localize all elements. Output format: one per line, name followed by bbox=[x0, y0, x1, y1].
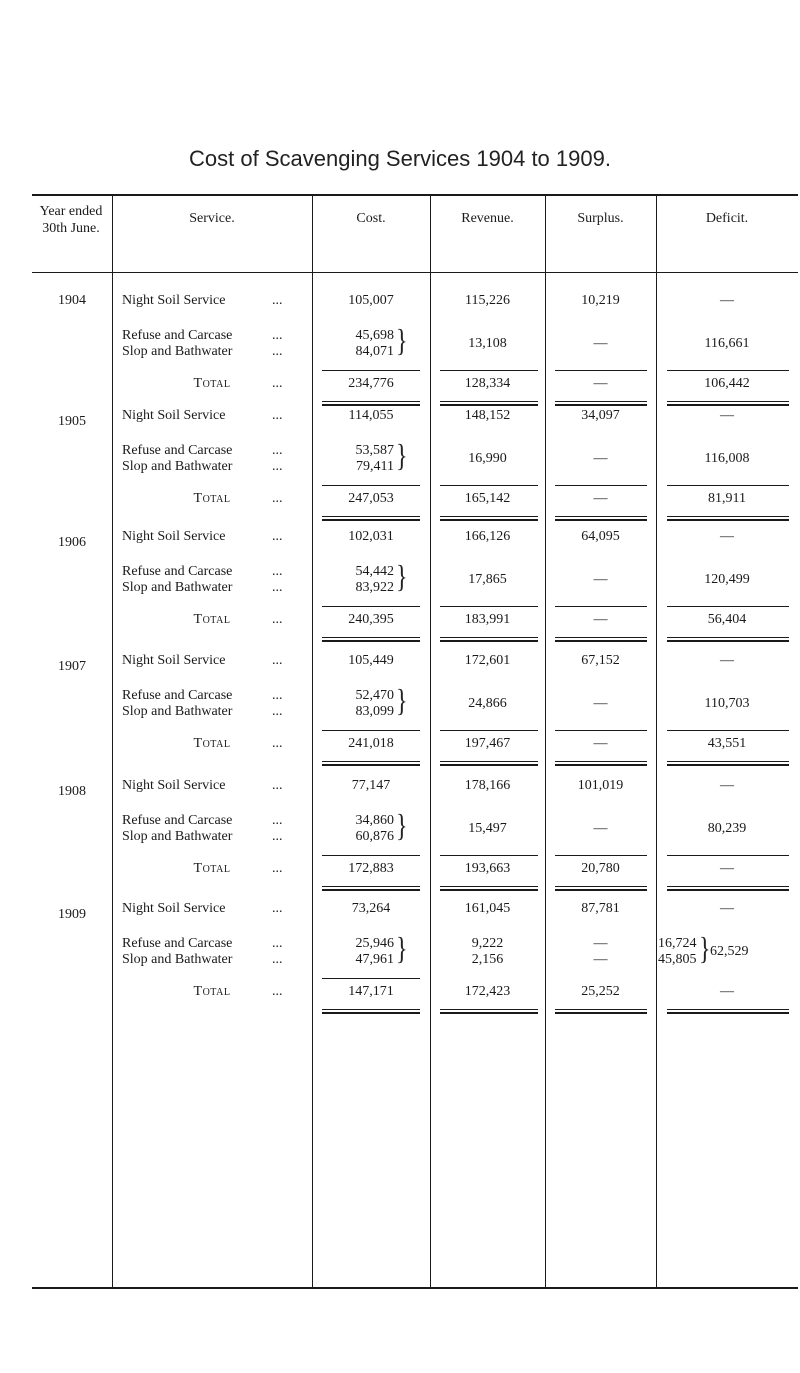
subtotal-rule bbox=[667, 485, 789, 486]
total-revenue: 172,423 bbox=[464, 984, 511, 999]
night-surplus: 10,219 bbox=[581, 293, 620, 308]
total-cost: 147,171 bbox=[348, 984, 394, 999]
refuse-slop-deficit: 120,499 bbox=[704, 572, 750, 587]
slop-cost: 47,961 bbox=[355, 952, 394, 967]
night-deficit: — bbox=[720, 653, 734, 668]
subtotal-rule bbox=[440, 370, 538, 371]
refuse-slop-surplus: — bbox=[593, 696, 608, 711]
night-revenue: 161,045 bbox=[464, 901, 511, 916]
row-label-slop: Slop and Bathwater bbox=[122, 580, 233, 595]
total-double-rule bbox=[555, 1009, 647, 1010]
total-double-rule bbox=[555, 516, 647, 517]
night-revenue: 166,126 bbox=[464, 529, 511, 544]
row-label-total: Total bbox=[193, 736, 231, 751]
year-label: 1904 bbox=[58, 293, 86, 308]
total-double-rule bbox=[322, 761, 420, 762]
refuse-revenue: 9,222 bbox=[471, 936, 504, 951]
row-label-total: Total bbox=[193, 984, 231, 999]
refuse-slop-surplus: — bbox=[593, 451, 608, 466]
refuse-slop-deficit-total: 62,529 bbox=[710, 944, 749, 959]
total-cost: 247,053 bbox=[348, 491, 394, 506]
night-surplus: 34,097 bbox=[581, 408, 620, 423]
header-revenue: Revenue. bbox=[461, 211, 514, 226]
slop-surplus: — bbox=[593, 952, 608, 967]
total-surplus: — bbox=[593, 491, 608, 506]
year-label: 1908 bbox=[58, 784, 86, 799]
year-label: 1907 bbox=[58, 659, 86, 674]
header-cost: Cost. bbox=[356, 211, 386, 226]
cost-rule bbox=[322, 978, 420, 979]
slop-cost: 60,876 bbox=[355, 829, 394, 844]
refuse-cost: 53,587 bbox=[355, 443, 394, 458]
slop-revenue: 2,156 bbox=[471, 952, 504, 967]
total-double-rule bbox=[440, 1012, 538, 1014]
total-double-rule bbox=[322, 764, 420, 766]
row-label-total: Total bbox=[193, 612, 231, 627]
total-double-rule bbox=[322, 1012, 420, 1014]
leader-dots: ... bbox=[272, 580, 283, 595]
night-deficit: — bbox=[720, 901, 734, 916]
total-revenue: 197,467 bbox=[464, 736, 511, 751]
night-cost: 105,449 bbox=[348, 653, 394, 668]
year-label: 1909 bbox=[58, 907, 86, 922]
total-revenue: 193,663 bbox=[464, 861, 511, 876]
row-label-night-soil: Night Soil Service bbox=[122, 653, 226, 668]
year-label: 1906 bbox=[58, 535, 86, 550]
total-double-rule bbox=[322, 519, 420, 521]
night-deficit: — bbox=[720, 293, 734, 308]
leader-dots: ... bbox=[272, 704, 283, 719]
night-cost: 114,055 bbox=[348, 408, 394, 423]
night-cost: 73,264 bbox=[351, 901, 391, 916]
total-double-rule bbox=[667, 401, 789, 402]
leader-dots: ... bbox=[272, 376, 283, 391]
subtotal-rule bbox=[667, 730, 789, 731]
subtotal-rule bbox=[440, 855, 538, 856]
refuse-slop-surplus: — bbox=[593, 336, 608, 351]
night-revenue: 178,166 bbox=[464, 778, 511, 793]
leader-dots: ... bbox=[272, 984, 283, 999]
refuse-slop-revenue: 16,990 bbox=[468, 451, 507, 466]
total-cost: 240,395 bbox=[348, 612, 394, 627]
total-surplus: 20,780 bbox=[581, 861, 620, 876]
total-double-rule bbox=[322, 889, 420, 891]
leader-dots: ... bbox=[272, 564, 283, 579]
total-double-rule bbox=[667, 764, 789, 766]
total-surplus: — bbox=[593, 376, 608, 391]
leader-dots: ... bbox=[272, 688, 283, 703]
total-cost: 241,018 bbox=[348, 736, 394, 751]
row-label-refuse: Refuse and Carcase bbox=[122, 688, 233, 703]
total-double-rule bbox=[440, 637, 538, 638]
night-revenue: 172,601 bbox=[464, 653, 511, 668]
row-label-total: Total bbox=[193, 861, 231, 876]
refuse-slop-deficit: 116,008 bbox=[704, 451, 750, 466]
refuse-cost: 54,442 bbox=[355, 564, 394, 579]
leader-dots: ... bbox=[272, 736, 283, 751]
leader-dots: ... bbox=[272, 936, 283, 951]
row-label-refuse: Refuse and Carcase bbox=[122, 813, 233, 828]
brace-icon: } bbox=[396, 810, 408, 844]
leader-dots: ... bbox=[272, 778, 283, 793]
total-deficit: 81,911 bbox=[708, 491, 746, 506]
row-label-slop: Slop and Bathwater bbox=[122, 459, 233, 474]
total-deficit: 106,442 bbox=[704, 376, 750, 391]
row-label-night-soil: Night Soil Service bbox=[122, 408, 226, 423]
subtotal-rule bbox=[440, 485, 538, 486]
leader-dots: ... bbox=[272, 408, 283, 423]
cost-rule bbox=[322, 730, 420, 731]
row-label-slop: Slop and Bathwater bbox=[122, 829, 233, 844]
total-double-rule bbox=[667, 1009, 789, 1010]
total-double-rule bbox=[440, 640, 538, 642]
total-revenue: 165,142 bbox=[464, 491, 511, 506]
leader-dots: ... bbox=[272, 829, 283, 844]
total-double-rule bbox=[667, 889, 789, 891]
cost-rule bbox=[322, 606, 420, 607]
row-label-refuse: Refuse and Carcase bbox=[122, 328, 233, 343]
header-year: Year ended 30th June. bbox=[39, 204, 103, 236]
night-deficit: — bbox=[720, 778, 734, 793]
header-deficit: Deficit. bbox=[705, 211, 749, 226]
cost-rule bbox=[322, 855, 420, 856]
slop-cost: 83,099 bbox=[355, 704, 394, 719]
night-revenue: 115,226 bbox=[465, 293, 510, 308]
header-service: Service. bbox=[189, 211, 235, 226]
total-double-rule bbox=[667, 519, 789, 521]
total-double-rule bbox=[322, 637, 420, 638]
bottom-rule bbox=[32, 1287, 798, 1289]
night-deficit: — bbox=[720, 529, 734, 544]
night-surplus: 87,781 bbox=[581, 901, 620, 916]
row-label-refuse: Refuse and Carcase bbox=[122, 564, 233, 579]
leader-dots: ... bbox=[272, 861, 283, 876]
leader-dots: ... bbox=[272, 612, 283, 627]
cost-rule bbox=[322, 485, 420, 486]
total-double-rule bbox=[440, 889, 538, 891]
subtotal-rule bbox=[667, 370, 789, 371]
total-double-rule bbox=[667, 1012, 789, 1014]
row-label-slop: Slop and Bathwater bbox=[122, 952, 233, 967]
refuse-slop-revenue: 24,866 bbox=[468, 696, 507, 711]
total-double-rule bbox=[440, 404, 538, 406]
refuse-slop-surplus: — bbox=[593, 821, 608, 836]
leader-dots: ... bbox=[272, 293, 283, 308]
slop-cost: 84,071 bbox=[355, 344, 394, 359]
subtotal-rule bbox=[555, 855, 647, 856]
total-double-rule bbox=[555, 637, 647, 638]
brace-icon: } bbox=[396, 325, 408, 359]
total-double-rule bbox=[322, 886, 420, 887]
leader-dots: ... bbox=[272, 653, 283, 668]
total-double-rule bbox=[555, 1012, 647, 1014]
total-double-rule bbox=[667, 886, 789, 887]
total-double-rule bbox=[667, 516, 789, 517]
leader-dots: ... bbox=[272, 344, 283, 359]
refuse-slop-revenue: 15,497 bbox=[468, 821, 507, 836]
total-double-rule bbox=[440, 761, 538, 762]
refuse-deficit: 16,724 bbox=[658, 936, 697, 951]
total-double-rule bbox=[440, 1009, 538, 1010]
subtotal-rule bbox=[440, 606, 538, 607]
total-double-rule bbox=[667, 404, 789, 406]
night-cost: 105,007 bbox=[348, 293, 394, 308]
total-deficit: — bbox=[720, 984, 734, 999]
cost-rule bbox=[322, 370, 420, 371]
total-revenue: 183,991 bbox=[464, 612, 511, 627]
refuse-cost: 34,860 bbox=[355, 813, 394, 828]
subtotal-rule bbox=[440, 730, 538, 731]
row-label-refuse: Refuse and Carcase bbox=[122, 936, 233, 951]
total-double-rule bbox=[322, 404, 420, 406]
total-double-rule bbox=[440, 401, 538, 402]
total-double-rule bbox=[667, 761, 789, 762]
total-double-rule bbox=[555, 640, 647, 642]
brace-icon: } bbox=[396, 685, 408, 719]
refuse-slop-surplus: — bbox=[593, 572, 608, 587]
total-double-rule bbox=[555, 519, 647, 521]
total-double-rule bbox=[322, 640, 420, 642]
leader-dots: ... bbox=[272, 491, 283, 506]
subtotal-rule bbox=[555, 606, 647, 607]
leader-dots: ... bbox=[272, 443, 283, 458]
brace-icon: } bbox=[396, 440, 408, 474]
total-cost: 172,883 bbox=[348, 861, 394, 876]
leader-dots: ... bbox=[272, 952, 283, 967]
total-double-rule bbox=[555, 889, 647, 891]
row-label-total: Total bbox=[193, 491, 231, 506]
refuse-cost: 25,946 bbox=[355, 936, 394, 951]
total-revenue: 128,334 bbox=[464, 376, 511, 391]
refuse-slop-deficit: 116,661 bbox=[704, 336, 750, 351]
total-double-rule bbox=[555, 886, 647, 887]
night-revenue: 148,152 bbox=[464, 408, 511, 423]
subtotal-rule bbox=[555, 485, 647, 486]
total-double-rule bbox=[555, 761, 647, 762]
row-label-night-soil: Night Soil Service bbox=[122, 778, 226, 793]
total-surplus: 25,252 bbox=[581, 984, 620, 999]
total-double-rule bbox=[555, 764, 647, 766]
row-label-night-soil: Night Soil Service bbox=[122, 901, 226, 916]
total-surplus: — bbox=[593, 736, 608, 751]
total-double-rule bbox=[322, 516, 420, 517]
total-cost: 234,776 bbox=[348, 376, 394, 391]
night-surplus: 67,152 bbox=[581, 653, 620, 668]
brace-icon: } bbox=[396, 561, 408, 595]
total-deficit: 43,551 bbox=[707, 736, 747, 751]
brace-icon: } bbox=[396, 933, 408, 967]
row-label-night-soil: Night Soil Service bbox=[122, 293, 226, 308]
header-rule bbox=[32, 272, 798, 273]
total-double-rule bbox=[440, 519, 538, 521]
night-surplus: 101,019 bbox=[577, 778, 624, 793]
subtotal-rule bbox=[555, 730, 647, 731]
leader-dots: ... bbox=[272, 459, 283, 474]
year-label: 1905 bbox=[58, 414, 86, 429]
slop-cost: 79,411 bbox=[356, 459, 394, 474]
total-double-rule bbox=[667, 640, 789, 642]
leader-dots: ... bbox=[272, 529, 283, 544]
total-double-rule bbox=[440, 516, 538, 517]
row-label-refuse: Refuse and Carcase bbox=[122, 443, 233, 458]
night-cost: 102,031 bbox=[348, 529, 394, 544]
night-deficit: — bbox=[720, 408, 734, 423]
top-rule bbox=[32, 194, 798, 196]
night-surplus: 64,095 bbox=[581, 529, 620, 544]
subtotal-rule bbox=[667, 855, 789, 856]
total-deficit: 56,404 bbox=[707, 612, 747, 627]
refuse-surplus: — bbox=[593, 936, 608, 951]
header-surplus: Surplus. bbox=[577, 211, 624, 226]
total-double-rule bbox=[555, 401, 647, 402]
refuse-slop-deficit: 110,703 bbox=[704, 696, 750, 711]
total-double-rule bbox=[667, 637, 789, 638]
leader-dots: ... bbox=[272, 901, 283, 916]
slop-deficit: 45,805 bbox=[658, 952, 697, 967]
total-surplus: — bbox=[593, 612, 608, 627]
leader-dots: ... bbox=[272, 813, 283, 828]
subtotal-rule bbox=[667, 606, 789, 607]
refuse-slop-deficit: 80,239 bbox=[707, 821, 747, 836]
row-label-night-soil: Night Soil Service bbox=[122, 529, 226, 544]
brace-icon: } bbox=[699, 933, 711, 967]
subtotal-rule bbox=[555, 370, 647, 371]
total-double-rule bbox=[555, 404, 647, 406]
total-double-rule bbox=[322, 1009, 420, 1010]
total-deficit: — bbox=[720, 861, 734, 876]
total-double-rule bbox=[440, 764, 538, 766]
total-double-rule bbox=[440, 886, 538, 887]
night-cost: 77,147 bbox=[351, 778, 391, 793]
refuse-cost: 52,470 bbox=[355, 688, 394, 703]
total-double-rule bbox=[322, 401, 420, 402]
leader-dots: ... bbox=[272, 328, 283, 343]
slop-cost: 83,922 bbox=[355, 580, 394, 595]
row-label-total: Total bbox=[193, 376, 231, 391]
refuse-slop-revenue: 13,108 bbox=[468, 336, 507, 351]
row-label-slop: Slop and Bathwater bbox=[122, 344, 233, 359]
refuse-slop-revenue: 17,865 bbox=[468, 572, 507, 587]
refuse-cost: 45,698 bbox=[355, 328, 394, 343]
row-label-slop: Slop and Bathwater bbox=[122, 704, 233, 719]
page-title: Cost of Scavenging Services 1904 to 1909. bbox=[189, 146, 611, 171]
